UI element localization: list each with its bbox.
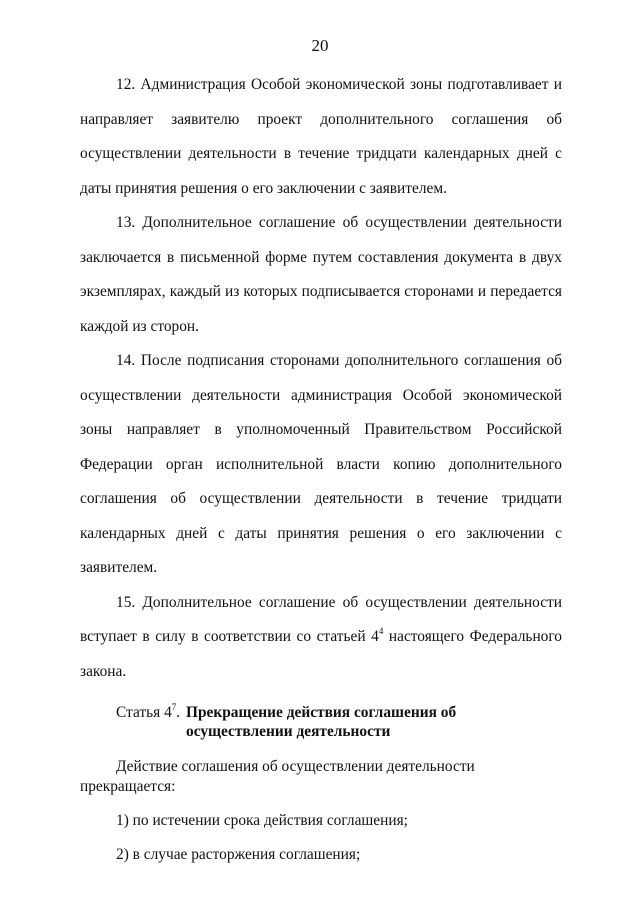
article-number [80, 703, 186, 741]
article-intro: Действие соглашения об осуществлении деятельности прекращается: [80, 758, 475, 795]
paragraph-12: 12. Администрация Особой экономической зоны подготавливает и направляет заявителю проект дополнительного соглашения об осуществлении деятельности в течение тридцати календарных дней с даты принятия решения о его заключении с заявителем. [80, 76, 562, 197]
paragraph-15-superscript: 4 [378, 625, 384, 636]
document-body [80, 68, 562, 865]
paragraph-15-text-end: настоящего Федерального закона. [80, 628, 562, 680]
list-item-1: 1) по истечении срока действия соглашения; [116, 812, 408, 829]
article-title: Прекращение действия соглашения об осуществлении деятельности [186, 704, 457, 740]
list-item-2: 2) в случае расторжения соглашения; [116, 846, 361, 863]
page-number: 20 [311, 36, 329, 55]
article-label-suffix: . [176, 704, 181, 721]
article-label: Статья 4 [116, 704, 172, 721]
paragraph-15 [80, 586, 562, 690]
paragraph-13: 13. Дополнительное соглашение об осуществлении деятельности заключается в письменной форме путем составления документа в двух экземплярах, каждый из которых подписывается сторонами и передается каждой из сторон. [80, 214, 562, 335]
paragraph-15-text: 15. Дополнительное соглашение об осуществлении деятельности вступает в силу в соответствии со статьей 4 [80, 593, 562, 645]
article-heading [80, 703, 562, 741]
article-label-superscript: 7 [171, 701, 177, 712]
paragraph-14: 14. После подписания сторонами дополнительного соглашения об осуществлении деятельности администрация Особой экономической зоны направляет в уполномоченный Правительством Российской Федерации орган исполнительной власти копию дополнительного соглашения об осуществлении деятельности в течение тридцати календарных дней с даты принятия решения о его заключении с заявителем. [80, 352, 562, 576]
